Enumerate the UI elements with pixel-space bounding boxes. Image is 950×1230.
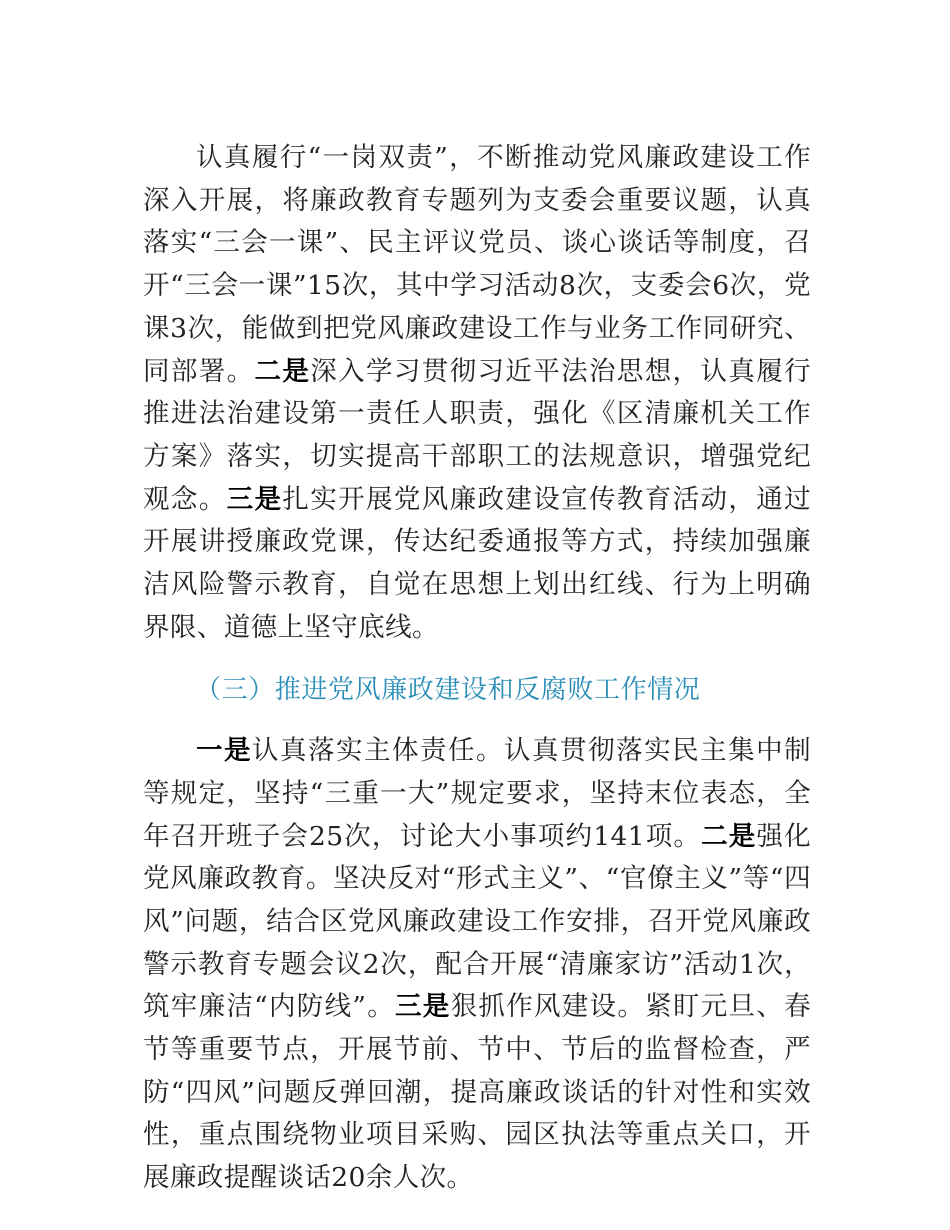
paragraph-text: 认真履行“一岗双责”，不断推动党风廉政建设工作深入开展，将廉政教育专题列为支委会重要议题，认真落实“三会一课”、民主评议党员、谈心谈话等制度，召开“三会一课”15次，其中学习活动8次，支委会6次，党课3次，能做到把党风廉政建设工作与业务工作同研究、同部署。: [143, 142, 811, 387]
bold-marker-third: 三是: [226, 483, 283, 515]
paragraph-text: 深入学习贯彻习近平法治思想，认真履行推进法治建设第一责任人职责，强化《区清廉机关工作方案》落实，切实提高干部职工的法规意识，增强党纪观念。: [143, 355, 811, 515]
paragraph-text: 狠抓作风建设。紧盯元旦、春节等重要节点，开展节前、节中、节后的监督检查，严防“四风”问题反弹回潮，提高廉政谈话的针对性和实效性，重点围绕物业项目采购、园区执法等重点关口，开展廉政提醒谈话20余人次。: [143, 991, 811, 1194]
paragraph-anti-corruption-work: [143, 730, 811, 1200]
paragraph-party-conduct-duties: [143, 137, 811, 649]
bold-marker-third: 三是: [395, 991, 451, 1023]
bold-marker-first: 一是: [196, 735, 253, 767]
paragraph-text: 认真落实主体责任。认真贯彻落实民主集中制等规定，坚持“三重一大”规定要求，坚持末位表态，全年召开班子会25次，讨论大小事项约141项。: [143, 735, 811, 852]
section-heading: （三）推进党风廉政建设和反腐败工作情况: [195, 675, 701, 706]
bold-marker-second: 二是: [254, 355, 311, 387]
paragraph-text: 强化党风廉政教育。坚决反对“形式主义”、“官僚主义”等“四风”问题，结合区党风廉政建设工作安排，召开党风廉政警示教育专题会议2次，配合开展“清廉家访”活动1次，筑牢廉洁“内防线”。: [143, 820, 811, 1023]
document-body: [143, 137, 811, 1200]
paragraph-text: 扎实开展党风廉政建设宣传教育活动，通过开展讲授廉政党课，传达纪委通报等方式，持续加强廉洁风险警示教育，自觉在思想上划出红线、行为上明确界限、道德上坚守底线。: [143, 483, 811, 643]
bold-marker-second: 二是: [701, 820, 757, 852]
